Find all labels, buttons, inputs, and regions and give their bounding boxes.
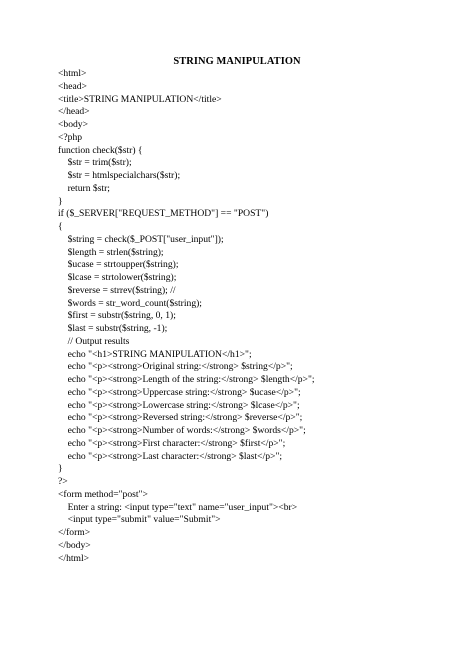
code-line: Enter a string: <input type="text" name="user_input"><br>: [58, 501, 298, 513]
code-line: <body>: [58, 119, 89, 130]
code-line: echo "<p><strong>Uppercase string:</strong> $ucase</p>";: [58, 386, 301, 398]
code-line: echo "<p><strong>Original string:</strong> $string</p>";: [58, 361, 293, 373]
code-line: $lcase = strtolower($string);: [58, 272, 177, 283]
code-line: $reverse = strrev($string); //: [58, 284, 176, 296]
document-title: STRING MANIPULATION: [173, 56, 301, 67]
code-line: $str = trim($str);: [58, 157, 132, 169]
code-line: <?php: [58, 131, 83, 143]
code-line: $first = substr($string, 0, 1);: [58, 310, 176, 322]
code-line: echo "<h1>STRING MANIPULATION</h1>";: [58, 348, 252, 360]
code-line: {: [58, 221, 63, 232]
code-line: if ($_SERVER["REQUEST_METHOD"] == "POST"): [58, 208, 269, 220]
code-line: </head>: [58, 106, 90, 118]
code-line: echo "<p><strong>First character:</strong> $first</p>";: [58, 437, 286, 449]
code-line: echo "<p><strong>Lowercase string:</strong> $lcase</p>";: [58, 399, 300, 411]
code-line: echo "<p><strong>Reversed string:</strong> $reverse</p>";: [58, 412, 303, 424]
code-line: echo "<p><strong>Last character:</strong> $last</p>";: [58, 450, 283, 462]
code-line: echo "<p><strong>Number of words:</strong> $words</p>";: [58, 425, 306, 436]
code-line: </form>: [58, 527, 91, 538]
code-line: // Output results: [58, 335, 130, 347]
code-line: }: [58, 195, 63, 207]
code-line: $ucase = strtoupper($string);: [58, 259, 179, 271]
code-line: <title>STRING MANIPULATION</title>: [58, 93, 222, 105]
code-line: ?>: [58, 476, 68, 487]
code-line: <input type="submit" value="Submit">: [58, 514, 221, 526]
code-line: return $str;: [58, 182, 110, 194]
code-line: echo "<p><strong>Length of the string:</strong> $length</p>";: [58, 374, 315, 385]
code-line: function check($str) {: [58, 144, 143, 156]
code-line: $string = check($_POST["user_input"]);: [58, 233, 224, 245]
code-line: </body>: [58, 539, 91, 551]
code-line: <form method="post">: [58, 488, 148, 500]
code-line: <html>: [58, 68, 87, 79]
code-line: }: [58, 463, 63, 475]
code-line: $length = strlen($string);: [58, 246, 164, 258]
code-line: $str = htmlspecialchars($str);: [58, 170, 181, 181]
code-line: $last = substr($string, -1);: [58, 323, 168, 334]
code-listing: [58, 68, 315, 565]
code-line: </html>: [58, 552, 90, 564]
code-line: $words = str_word_count($string);: [58, 297, 202, 309]
code-line: <head>: [58, 80, 87, 92]
